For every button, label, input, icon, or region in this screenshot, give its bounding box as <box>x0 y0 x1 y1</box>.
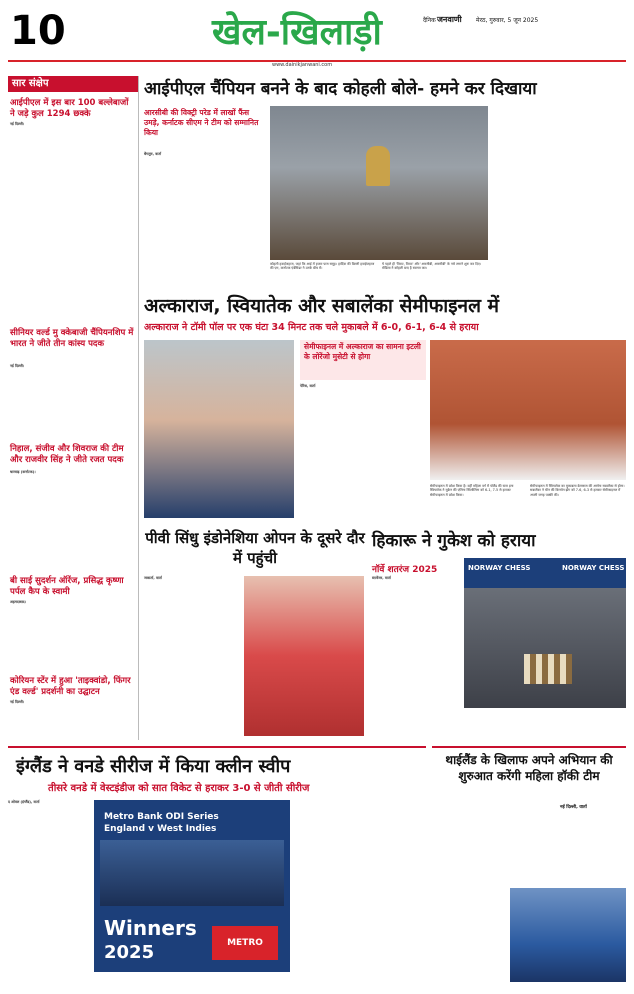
hockey-story <box>432 746 626 984</box>
sidebar-headline-1: आईपीएल में इस बार 100 बल्लेबाजों ने जड़े कुल 1294 छक्के <box>10 98 129 119</box>
kohli-photo <box>270 106 488 260</box>
alcaraz-caption-b: सेमीफाइनल में स्वियातेक का मुकाबला बेलारूस की आर्यना सबालेंका से होगा। सबालेंका ने चीन की किनवेन झेंग को 7-6, 6-3 से हराकर सेमीफाइनल में अपनी जगह पक्की की। <box>530 484 625 497</box>
hockey-dateline: नई दिल्ली, वार्ता <box>560 805 587 810</box>
section-title: खेल-खिलाड़ी <box>212 12 382 53</box>
kohli-photo-trophy <box>366 146 390 186</box>
hockey-body <box>432 812 626 888</box>
sidebar-body-5 <box>10 700 136 740</box>
england-headline: इंग्लैंड ने वनडे सीरीज में किया क्लीन स्वीप <box>16 756 291 777</box>
board-line2: England v West Indies <box>104 824 217 834</box>
swiatek-photo <box>430 340 626 480</box>
page-number: 10 <box>10 8 66 54</box>
paper-name: जनवाणी <box>437 15 462 24</box>
kohli-headline: आईपीएल चैंपियन बनने के बाद कोहली बोले- हमने कर दिखाया <box>144 79 537 99</box>
alcaraz-side-kicker: सेमीफाइनल में अल्काराज का सामना इटली के लोरेंजो मुसेटी से होगा <box>304 342 421 361</box>
england-dateline: द ओवल (इंग्लैंड), वार्ता <box>8 800 40 804</box>
kohli-caption-right: ये पहले ही 'विराट, विराट' और 'आरसीबी, आरसीबी' के नारे लगाने शुरू कर दिए। मीडिया ने कोहली बन्द है स्वागत कर। <box>382 262 482 271</box>
alcaraz-deck: अल्काराज ने टॉमी पॉल पर एक घंटा 34 मिनट तक चले मुकाबले में 6-0, 6-1, 6-4 से हराया <box>144 322 479 333</box>
sidebar-headline-5: कोरियन स्टेंर में हुआ 'ताइक्वांडो, फिंगर एंड वर्ल्ड' प्रदर्शनी का उद्घाटन <box>10 676 131 697</box>
sidebar-headline-2: सीनियर वर्ल्ड मु क्केबाजी चैंपियनशिप में भारत ने जीते तीन कांस्य पदक <box>10 328 134 349</box>
kohli-dateline: बेंगलुरु, वार्ता <box>144 152 162 156</box>
hikaru-photo <box>464 558 626 708</box>
masthead <box>0 0 634 70</box>
sindhu-headline: पीवी सिंधु इंडोनेशिया ओपन के दूसरे दौर में पहुंची <box>145 529 365 567</box>
kohli-body-right <box>496 106 626 282</box>
alcaraz-caption-a: सेमीफाइनल में प्रवेश किया है। वहीं महिला वर्ग में पोलैंड की स्टार इगा स्वियातेक ने यूक्रेन की एलिना स्वितोलिना को 6-1, 7-5 से हराकर सेमीफाइनल में प्रवेश किया। <box>430 484 514 497</box>
hikaru-kicker: नॉर्वे शतरंज 2025 <box>372 565 438 575</box>
board-line1: Metro Bank ODI Series <box>104 812 219 822</box>
sindhu-photo <box>244 576 364 736</box>
hikaru-caption-body <box>464 712 626 736</box>
hockey-body-2 <box>432 888 506 982</box>
kohli-kicker: आरसीबी की विक्ट्री परेड में लाखों फैंस उमड़े, कर्नाटक सीएम ने टीम को सम्मानित किया <box>144 108 259 137</box>
alcaraz-side-box <box>300 340 426 380</box>
sidebar-dateline-5: नई दिल्ली। <box>10 700 25 704</box>
board-sponsor: METRO BANK <box>212 926 278 960</box>
sidebar-headline-4: बी साई सुदर्शन ऑरेंज, प्रसिद्ध कृष्णा पर्पल कैप के स्वामी <box>10 576 124 597</box>
sindhu-dateline: जकार्ता, वार्ता <box>144 576 162 580</box>
alcaraz-story <box>144 292 626 522</box>
chess-banner-left: NORWAY CHESS <box>468 564 531 572</box>
england-photo <box>94 800 290 982</box>
alcaraz-photo-main <box>144 340 294 518</box>
board-year: 2025 <box>104 942 155 963</box>
hikaru-body <box>372 576 458 736</box>
hikaru-story <box>372 528 626 740</box>
sindhu-body <box>144 576 240 736</box>
england-story <box>8 746 426 984</box>
chess-banner-right: NORWAY CHESS <box>562 564 625 572</box>
alcaraz-dateline: पेरिस, वार्ता <box>300 384 316 388</box>
board-winners: Winners <box>104 916 197 940</box>
hikaru-headline: हिकारू ने गुकेश को हराया <box>372 531 536 551</box>
hockey-photo <box>510 888 626 982</box>
sidebar-body-1 <box>10 122 136 242</box>
sidebar-dateline-2: नई दिल्ली। <box>10 364 25 368</box>
paper-prefix: दैनिक <box>423 17 436 24</box>
sidebar-dateline-3: धारवाड़ (कर्नाटक)। <box>10 470 36 474</box>
kohli-body <box>144 152 262 282</box>
kohli-caption-left: कोहली हवाईजहाज, जहां कि आई में हजार पास समूह। हार्दिक की बिल्ली हवाईजहाज की एम, कर्नाटक एंबेसिडर ने उनके बीच में। <box>270 262 375 271</box>
city-date: मेरठ, गुरुवार, 5 जून 2025 <box>476 17 539 24</box>
sidebar-body-3 <box>10 470 136 560</box>
chess-board <box>524 654 572 684</box>
hikaru-dateline: स्टावेंजर, वार्ता <box>372 576 391 580</box>
sidebar <box>8 76 139 740</box>
alcaraz-body <box>300 384 424 518</box>
sindhu-story <box>144 528 366 740</box>
england-body-right <box>298 800 424 980</box>
england-deck: तीसरे वनडे में वेस्टइंडीज को सात विकेट से हराकर 3-0 से जीती सीरीज <box>48 783 310 794</box>
sidebar-headline-3: निहाल, संजीव और शिवराज की टीम और राजवीर सिंह ने जीते रजत पदक <box>10 444 124 465</box>
sidebar-title: सार संक्षेप <box>8 76 138 92</box>
sidebar-body-4 <box>10 600 136 670</box>
sidebar-body-2 <box>10 364 136 444</box>
board-players <box>100 840 284 906</box>
website: www.dainikjanwani.com <box>272 62 333 68</box>
sidebar-dateline-1: नई दिल्ली। <box>10 122 25 126</box>
sidebar-dateline-4: अहमदाबाद। <box>10 600 26 604</box>
hockey-headline: थाईलैंड के खिलाफ अपने अभियान की शुरुआत करेंगी महिला हॉकी टीम <box>445 753 613 783</box>
kohli-story <box>144 76 626 286</box>
alcaraz-headline: अल्काराज, स्वियातेक और सबालेंका सेमीफाइनल में <box>144 295 499 317</box>
england-body <box>8 800 90 980</box>
